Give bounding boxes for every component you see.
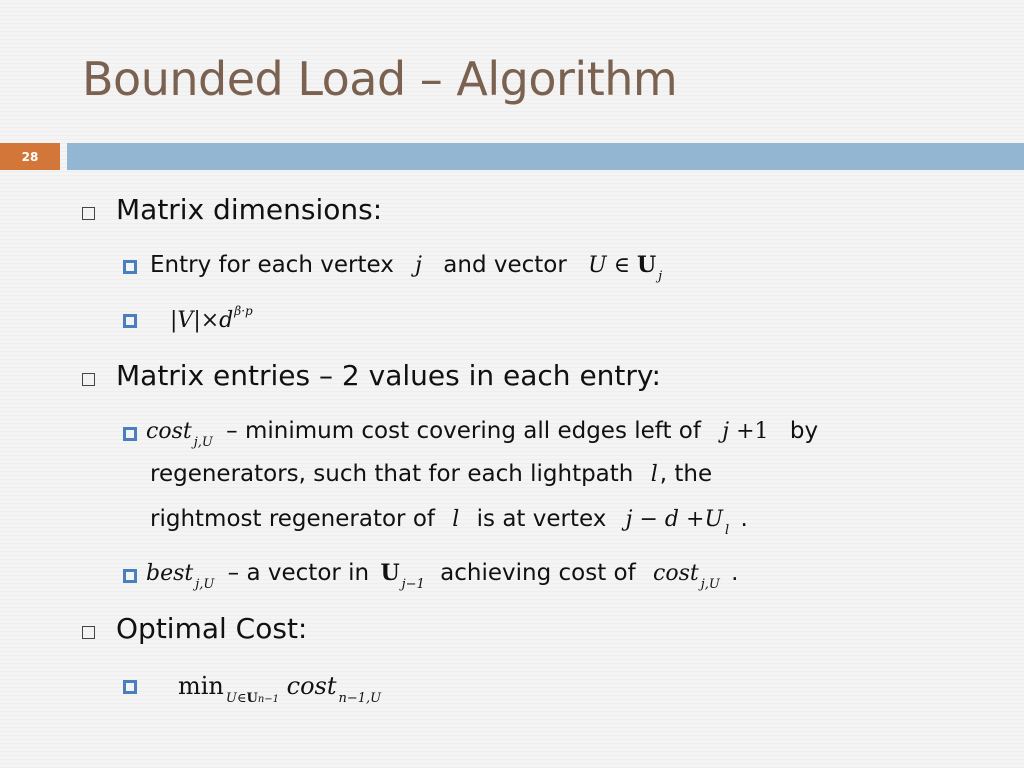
best-text-period: . [731, 560, 739, 586]
sub-bullet-optimal-formula [172, 672, 387, 706]
sub-bullet-cost-line2 [150, 461, 712, 487]
sub-bullet-marker [123, 314, 137, 328]
sub-bullet-marker [123, 427, 137, 441]
sub-bullet-cost-line3 [150, 506, 748, 538]
math-best-ju: best $_{j,U}$ [146, 561, 215, 592]
math-l: l [452, 507, 460, 532]
sub-bullet-entry [150, 252, 668, 284]
entry-text-mid: and vector [443, 252, 567, 278]
cost-text-period: . [740, 506, 748, 532]
accent-bar [67, 143, 1024, 170]
best-text-mid: achieving cost of [440, 560, 636, 586]
sub-bullet-dimension-formula [164, 304, 259, 333]
bullet-matrix-dimensions: Matrix dimensions: [116, 193, 383, 226]
math-cost-ju: cost $_{j,U}$ [653, 561, 720, 592]
math-min-cost: min $_{U\in Un-1}$ cost $_{n-1,U}$ [178, 672, 382, 706]
bullet-optimal-cost: Optimal Cost: [116, 612, 308, 645]
cost-text-the: , the [659, 461, 713, 487]
math-u-in-uj: U ∈ U $_j$ [588, 252, 663, 284]
cost-text-line2: regenerators, such that for each lightpath [150, 461, 634, 487]
best-text-pre: – a vector in [227, 560, 370, 586]
cost-text-line3: rightmost regenerator of [150, 506, 435, 532]
bullet-marker [82, 207, 95, 220]
math-u-j-minus-1: U $_{j-1}$ [380, 560, 425, 592]
sub-bullet-best [146, 560, 738, 592]
bullet-marker [82, 626, 95, 639]
math-l: l [650, 462, 658, 487]
cost-text-line1: – minimum cost covering all edges left of [226, 418, 701, 444]
cost-text-by: by [789, 418, 819, 444]
slide-number: 28 [0, 143, 60, 170]
math-j: j [415, 253, 422, 278]
math-j-plus-1: j +1 [722, 419, 769, 444]
sub-bullet-marker [123, 260, 137, 274]
math-v-times-d: $|V|\times d^{\beta\cdot p}$ [170, 304, 253, 333]
sub-bullet-marker [123, 680, 137, 694]
math-j-minus-d-plus-ul: j − d +U $_l$ [625, 507, 730, 538]
bullet-marker [82, 373, 95, 386]
entry-text-pre: Entry for each vertex [150, 252, 394, 278]
bullet-matrix-entries: Matrix entries – 2 values in each entry: [116, 359, 661, 392]
sub-bullet-marker [123, 569, 137, 583]
sub-bullet-cost-line1 [146, 418, 818, 450]
slide-title: Bounded Load – Algorithm [82, 52, 678, 106]
cost-text-vertex: is at vertex [476, 506, 607, 532]
math-cost-ju: cost $_{j,U}$ [146, 419, 213, 450]
